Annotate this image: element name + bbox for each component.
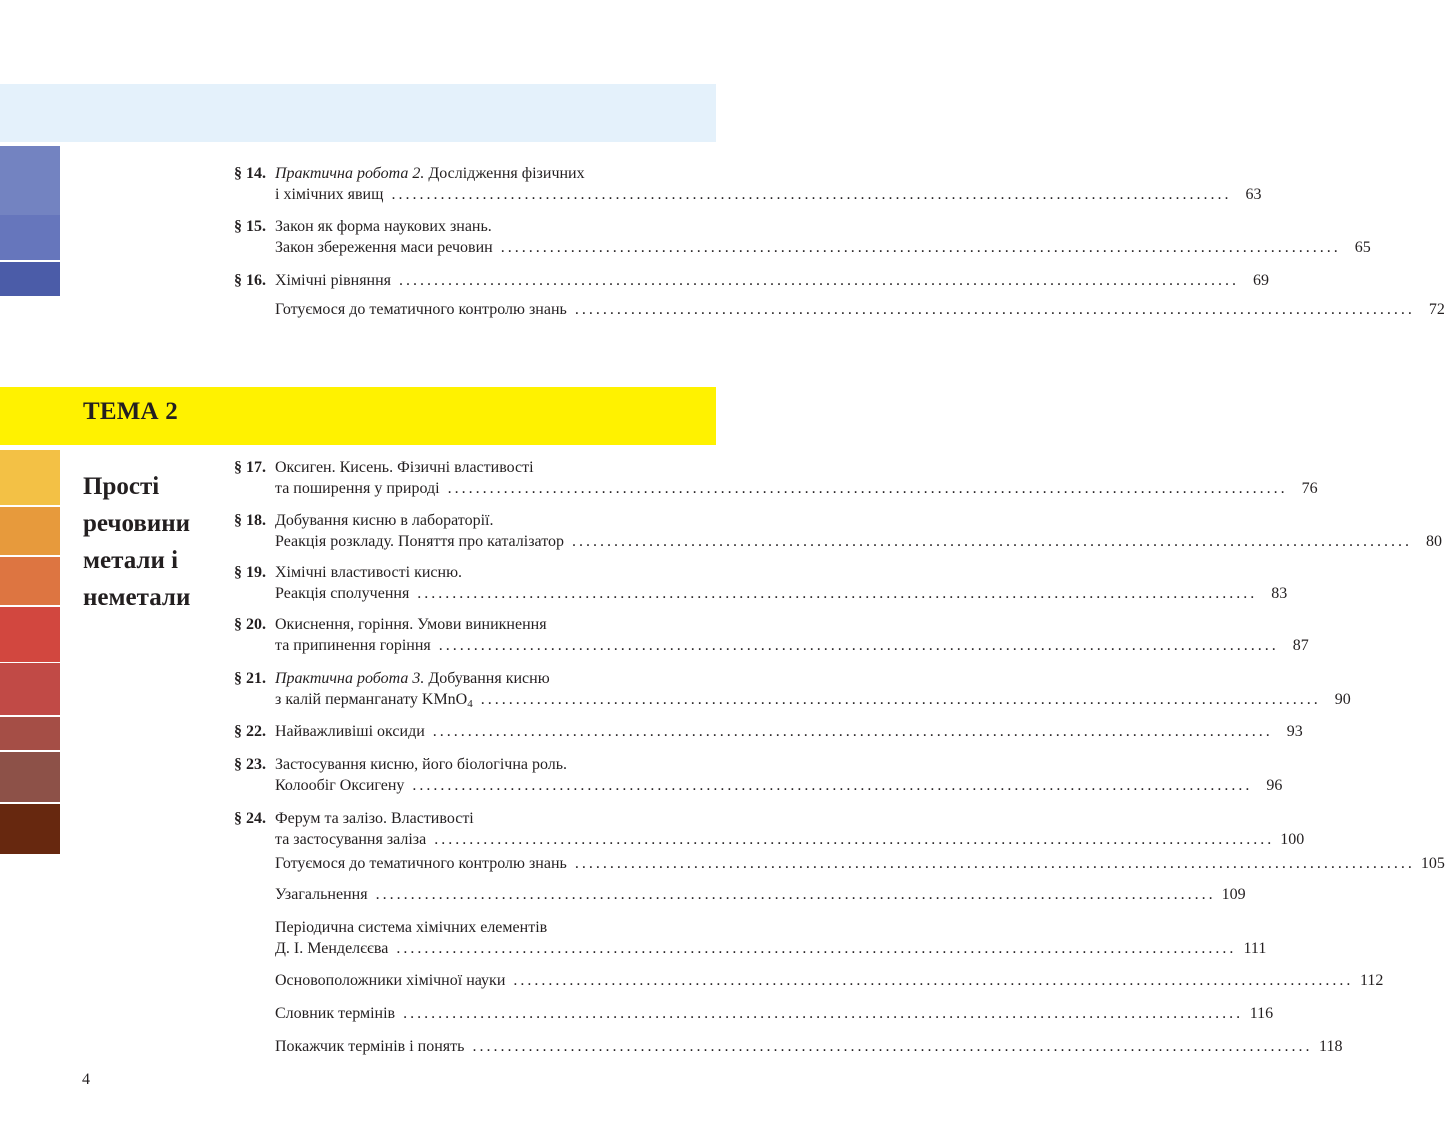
leader-dots: ........................................................................................................................ (434, 831, 1275, 848)
leader-dots: ........................................................................................................................ (375, 886, 1216, 903)
toc-line (234, 1036, 1343, 1057)
leader-dots: ........................................................................................................................ (396, 940, 1237, 957)
toc-line (234, 531, 1442, 552)
entry-title (275, 775, 404, 796)
entry-title (275, 884, 368, 905)
entry-text: Дослідження фізичних (424, 165, 585, 182)
toc-entry (234, 721, 1303, 742)
entry-text: Реакція розкладу. Поняття про каталізатор (275, 533, 564, 550)
page-ref: 83 (1271, 585, 1288, 602)
toc-line (234, 510, 716, 531)
entry-title (275, 1003, 395, 1024)
page-ref: 87 (1292, 637, 1309, 654)
page-ref: 105 (1420, 855, 1445, 872)
page-ref: 100 (1280, 831, 1305, 848)
toc-entry (234, 917, 1267, 959)
toc-line (234, 163, 716, 184)
toc-entry (234, 299, 1445, 320)
toc-line (234, 808, 716, 829)
entry-title (275, 635, 431, 656)
color-swatch (0, 557, 60, 605)
toc-entry (234, 163, 1262, 205)
entry-title (275, 184, 383, 205)
toc-entry (234, 668, 1351, 710)
entry-text: Добування кисню в лабораторії. (275, 512, 494, 529)
toc-entry (234, 1036, 1343, 1057)
toc-entry (234, 754, 1283, 796)
entry-title (275, 583, 409, 604)
entry-text: Добування кисню (424, 670, 550, 687)
theme-label: ТЕМА 2 (83, 398, 178, 425)
entry-title (275, 689, 473, 710)
entry-text: Окиснення, горіння. Умови виникнення (275, 616, 547, 633)
entry-title (275, 510, 493, 531)
entry-title (275, 237, 493, 258)
color-swatch (0, 146, 60, 215)
entry-text: Д. І. Менделєєва (275, 940, 389, 957)
leader-dots: ........................................................................................................................ (438, 637, 1279, 654)
toc-entry (234, 216, 1371, 258)
entry-text: Періодична система хімічних елементів (275, 919, 548, 936)
toc-entry (234, 1003, 1274, 1024)
entry-text: та поширення у природі (275, 480, 440, 497)
toc-line (234, 689, 1351, 710)
formula-subscript: 4 (467, 698, 473, 710)
entry-title (275, 808, 474, 829)
toc-line (234, 583, 1288, 604)
toc-line (234, 635, 1309, 656)
entry-title (275, 917, 547, 938)
entry-title (275, 531, 564, 552)
entry-text: Застосування кисню, його біологічна роль. (275, 756, 568, 773)
section-number: § 22. (234, 723, 266, 740)
toc-entry (234, 614, 1309, 656)
entry-title (275, 299, 567, 320)
entry-title (275, 721, 425, 742)
color-swatch (0, 507, 60, 555)
section-number: § 18. (234, 512, 266, 529)
section-number: § 24. (234, 810, 266, 827)
entry-text: Ферум та залізо. Властивості (275, 810, 474, 827)
entry-text: Закон як форма наукових знань. (275, 218, 492, 235)
color-swatch (0, 215, 60, 260)
toc-entry (234, 562, 1288, 604)
section-number: § 20. (234, 616, 266, 633)
toc-entry (234, 510, 1442, 552)
toc-line (234, 970, 1384, 991)
toc-entry (234, 270, 1270, 291)
leader-dots: ........................................................................................................................ (571, 533, 1412, 550)
entry-italic: Практична робота 2. (275, 165, 425, 182)
toc-line (234, 1003, 1274, 1024)
entry-title (275, 668, 550, 689)
entry-title (275, 216, 492, 237)
entry-text: і хімічних явищ (275, 186, 384, 203)
toc-line (234, 853, 1445, 874)
section-number: § 19. (234, 564, 266, 581)
page-ref: 118 (1319, 1038, 1343, 1055)
toc-entry (234, 853, 1445, 874)
entry-title (275, 163, 585, 184)
toc-entry (234, 970, 1384, 991)
color-swatch (0, 752, 60, 802)
entry-title (275, 270, 391, 291)
toc-line (234, 614, 716, 635)
leader-dots: ........................................................................................................................ (500, 239, 1341, 256)
leader-dots: ........................................................................................................................ (399, 272, 1240, 289)
entry-title (275, 457, 534, 478)
entry-text: Закон збереження маси речовин (275, 239, 493, 256)
entry-text: Хімічні властивості кисню. (275, 564, 463, 581)
color-swatch (0, 607, 60, 662)
leader-dots: ........................................................................................................................ (574, 301, 1415, 318)
section-number: § 16. (234, 272, 266, 289)
toc-line (234, 721, 1303, 742)
entry-text: Основоположники хімічної науки (275, 972, 506, 989)
entry-text: та застосування заліза (275, 831, 427, 848)
color-swatch (0, 450, 60, 505)
page-number: 4 (82, 1071, 90, 1088)
entry-text: Покажчик термінів і понять (275, 1038, 465, 1055)
entry-text: Готуємося до тематичного контролю знань (275, 855, 567, 872)
toc-line (234, 237, 1371, 258)
leader-dots: ........................................................................................................................ (432, 723, 1273, 740)
entry-text: Узагальнення (275, 886, 368, 903)
entry-title (275, 562, 462, 583)
toc-line (234, 270, 1270, 291)
page-ref: 112 (1359, 972, 1384, 989)
page-ref: 69 (1253, 272, 1270, 289)
page-ref: 65 (1354, 239, 1371, 256)
page-ref: 96 (1266, 777, 1283, 794)
toc-line (234, 562, 716, 583)
toc-line (234, 829, 1305, 850)
page-ref: 109 (1221, 886, 1246, 903)
entry-text: Словник термінів (275, 1005, 396, 1022)
entry-title (275, 970, 505, 991)
leader-dots: ........................................................................................................................ (447, 480, 1288, 497)
entry-title (275, 478, 440, 499)
leader-dots: ........................................................................................................................ (480, 691, 1321, 708)
section-number: § 17. (234, 459, 266, 476)
page-ref: 93 (1286, 723, 1303, 740)
leader-dots: ........................................................................................................................ (574, 855, 1415, 872)
leader-dots: ........................................................................................................................ (417, 585, 1258, 602)
page-ref: 111 (1243, 940, 1267, 957)
entry-title (275, 829, 426, 850)
toc-line (234, 478, 1318, 499)
toc-line (234, 884, 1246, 905)
toc-entry (234, 457, 1318, 499)
entry-text: з калій перманганату KMnO (275, 691, 468, 708)
page-ref: 76 (1301, 480, 1318, 497)
color-swatch (0, 717, 60, 750)
color-swatch (0, 262, 60, 296)
entry-italic: Практична робота 3. (275, 670, 425, 687)
entry-text: Хімічні рівняння (275, 272, 392, 289)
entry-text: та припинення горіння (275, 637, 431, 654)
leader-dots: ........................................................................................................................ (403, 1005, 1244, 1022)
toc-line (234, 775, 1283, 796)
leader-dots: ........................................................................................................................ (412, 777, 1253, 794)
toc-line (234, 668, 716, 689)
toc-line (234, 938, 1267, 959)
section-number: § 14. (234, 165, 266, 182)
entry-title (275, 754, 567, 775)
toc-line (234, 299, 1445, 320)
entry-text: Готуємося до тематичного контролю знань (275, 301, 567, 318)
toc-line (234, 216, 716, 237)
toc-line (234, 457, 716, 478)
entry-title (275, 1036, 464, 1057)
page-ref: 80 (1425, 533, 1442, 550)
entry-title (275, 853, 567, 874)
toc-entry (234, 808, 1305, 850)
entry-text: Оксиген. Кисень. Фізичні властивості (275, 459, 534, 476)
section-number: § 21. (234, 670, 266, 687)
entry-text: Реакція сполучення (275, 585, 410, 602)
toc-entry (234, 884, 1246, 905)
page-ref: 63 (1245, 186, 1262, 203)
entry-text: Колообіг Оксигену (275, 777, 405, 794)
page-ref: 90 (1334, 691, 1351, 708)
top-color-band (0, 84, 716, 142)
topic-title: Прості речовини метали і неметали (83, 473, 191, 611)
toc-line (234, 917, 716, 938)
section-number: § 15. (234, 218, 266, 235)
entry-text: Найважливіші оксиди (275, 723, 425, 740)
color-swatch (0, 804, 60, 854)
toc-line (234, 754, 716, 775)
color-swatch (0, 663, 60, 715)
leader-dots: ........................................................................................................................ (391, 186, 1232, 203)
leader-dots: ........................................................................................................................ (513, 972, 1354, 989)
entry-title (275, 614, 547, 635)
toc-line (234, 184, 1262, 205)
page-ref: 116 (1249, 1005, 1274, 1022)
entry-title (275, 938, 388, 959)
page-ref: 72 (1428, 301, 1445, 318)
leader-dots: ........................................................................................................................ (472, 1038, 1313, 1055)
section-number: § 23. (234, 756, 266, 773)
